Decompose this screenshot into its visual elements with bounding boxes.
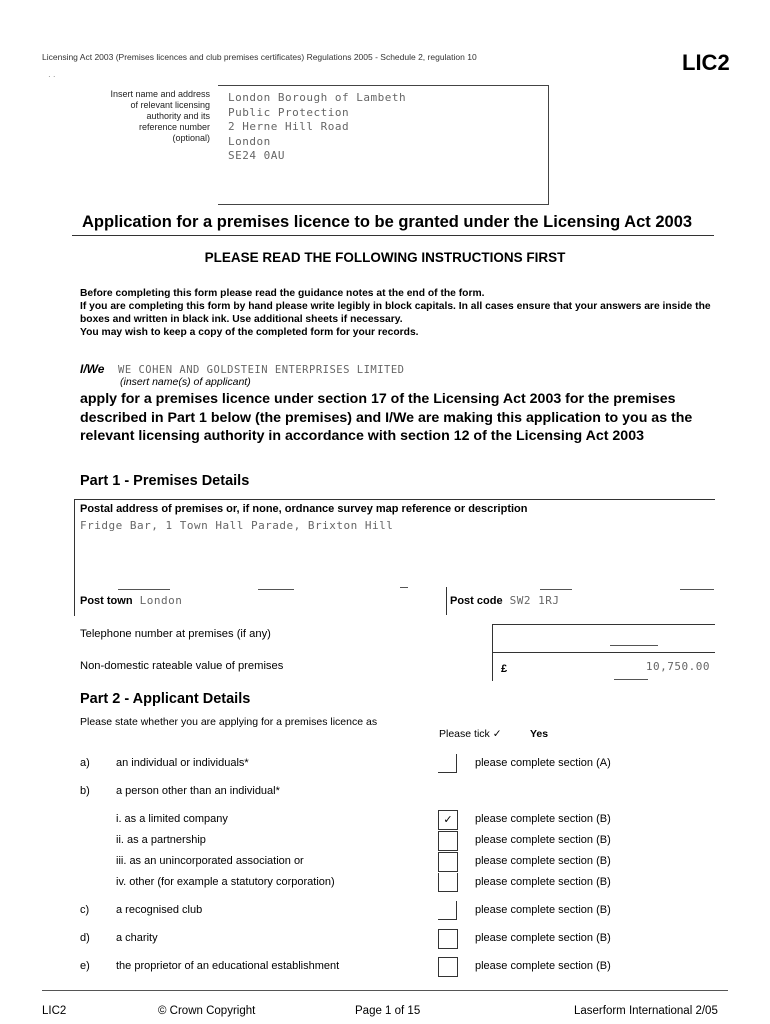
- instruction-line: If you are completing this form by hand please write legibly in block capitals. In all cases ensure that your answers are inside the boxes and written in black ink. Use additional sheets if necessary.: [80, 301, 711, 325]
- option-letter: e): [80, 960, 90, 972]
- form-code: LIC2: [682, 50, 730, 75]
- authority-label-line: (optional): [172, 133, 210, 143]
- authority-line: Public Protection: [228, 105, 350, 119]
- option-label: a recognised club: [116, 904, 203, 916]
- rateable-value-label: Non-domestic rateable value of premises: [80, 660, 284, 672]
- footer-form-code: LIC2: [42, 1005, 67, 1017]
- complete-section-note: please complete section (B): [475, 876, 611, 888]
- instructions: [80, 287, 720, 339]
- part2-heading: Part 2 - Applicant Details: [80, 691, 251, 707]
- divider: [540, 589, 572, 590]
- authority-label-line: authority and its: [146, 111, 210, 121]
- option-label: an individual or individuals*: [116, 757, 249, 769]
- authority-label-line: Insert name and address: [110, 89, 210, 99]
- post-code-field[interactable]: SW2 1RJ: [509, 594, 560, 607]
- divider: [680, 589, 714, 590]
- post-town-label-text: Post town: [80, 595, 133, 607]
- postal-address-label: Postal address of premises or, if none, ordnance survey map reference or description: [80, 503, 528, 515]
- we-mark: I/We: [80, 362, 105, 376]
- footer-divider: [42, 990, 728, 991]
- option-label: iii. as an unincorporated association or: [116, 855, 304, 867]
- telephone-field[interactable]: [492, 624, 715, 653]
- applicant-name-field[interactable]: WE COHEN AND GOLDSTEIN ENTERPRISES LIMITED: [118, 364, 405, 376]
- option-label: iv. other (for example a statutory corporation): [116, 876, 335, 888]
- option-label: the proprietor of an educational establishment: [116, 960, 340, 972]
- instruction-line: Before completing this form please read the guidance notes at the end of the form.: [80, 288, 485, 299]
- complete-section-note: please complete section (B): [475, 813, 611, 825]
- option-letter: c): [80, 904, 90, 916]
- applicant-type-checkbox[interactable]: [438, 957, 458, 977]
- authority-label: [82, 89, 210, 144]
- premises-address-field[interactable]: Fridge Bar, 1 Town Hall Parade, Brixton Hill: [80, 519, 394, 532]
- applicant-type-checkbox[interactable]: [438, 901, 457, 920]
- divider: [258, 589, 294, 590]
- complete-section-note: please complete section (A): [475, 757, 611, 769]
- applicant-type-checkbox[interactable]: [438, 929, 458, 949]
- applicant-type-checkbox[interactable]: [438, 754, 457, 773]
- authority-line: SE24 0AU: [228, 149, 285, 162]
- divider: [446, 587, 447, 615]
- complete-section-note: please complete section (B): [475, 960, 611, 972]
- complete-section-note: please complete section (B): [475, 932, 611, 944]
- scan-marks: · ·: [48, 72, 56, 81]
- authority-line: 2 Herne Hill Road: [228, 120, 350, 133]
- read-instructions-heading: PLEASE READ THE FOLLOWING INSTRUCTIONS FIRST: [204, 250, 566, 265]
- divider: [610, 645, 658, 646]
- currency-symbol: £: [501, 663, 508, 675]
- yes-column-label: Yes: [530, 728, 549, 740]
- authority-line: London: [228, 134, 271, 148]
- option-letter: a): [80, 757, 90, 769]
- title-divider: [72, 235, 714, 236]
- option-label: ii. as a partnership: [116, 834, 206, 846]
- authority-label-line: reference number: [138, 122, 210, 132]
- post-town-field[interactable]: London: [139, 594, 183, 607]
- applicant-type-checkbox[interactable]: [438, 852, 458, 872]
- post-code-label-text: Post code: [450, 595, 503, 607]
- authority-address: [228, 91, 406, 164]
- telephone-label: Telephone number at premises (if any): [80, 628, 271, 640]
- page-title: Application for a premises licence to be granted under the Licensing Act 2003: [82, 213, 693, 231]
- applicant-type-checkbox[interactable]: [438, 831, 458, 851]
- option-label: i. as a limited company: [116, 813, 228, 825]
- please-state-text: Please state whether you are applying for a premises licence as: [80, 716, 378, 728]
- footer-publisher: Laserform International 2/05: [574, 1005, 718, 1017]
- applicant-type-checkbox[interactable]: ✓: [438, 810, 458, 830]
- regulation-reference: Licensing Act 2003 (Premises licences and club premises certificates) Regulations 2005 - Schedule 2, regulation 10: [42, 52, 477, 62]
- post-code-label: [450, 594, 560, 607]
- divider: [400, 587, 408, 588]
- complete-section-note: please complete section (B): [475, 855, 611, 867]
- rateable-value: 10,750.00: [645, 660, 710, 673]
- complete-section-note: please complete section (B): [475, 834, 611, 846]
- footer-page-number: Page 1 of 15: [355, 1005, 421, 1017]
- divider: [118, 589, 170, 590]
- option-letter: b): [80, 785, 90, 797]
- please-tick-label: Please tick ✓: [439, 728, 502, 740]
- option-letter: d): [80, 932, 90, 944]
- part1-heading: Part 1 - Premises Details: [80, 473, 250, 489]
- option-label: a person other than an individual*: [116, 785, 280, 797]
- footer-copyright: © Crown Copyright: [158, 1005, 256, 1017]
- post-town-label: [80, 594, 182, 607]
- applicant-name-hint: (insert name(s) of applicant): [120, 376, 251, 388]
- divider: [614, 679, 648, 680]
- instruction-line: You may wish to keep a copy of the completed form for your records.: [80, 327, 419, 338]
- complete-section-note: please complete section (B): [475, 904, 611, 916]
- authority-line: London Borough of Lambeth: [228, 91, 407, 104]
- application-statement: apply for a premises licence under section 17 of the Licensing Act 2003 for the premises described in Part 1 below (the premises) and I/We are making this application to you as the relevant licensing authority in accordance with section 12 of the Licensing Act 2003: [80, 391, 693, 444]
- applicant-type-checkbox[interactable]: [438, 873, 458, 892]
- option-label: a charity: [116, 932, 158, 944]
- authority-label-line: of relevant licensing: [130, 100, 210, 110]
